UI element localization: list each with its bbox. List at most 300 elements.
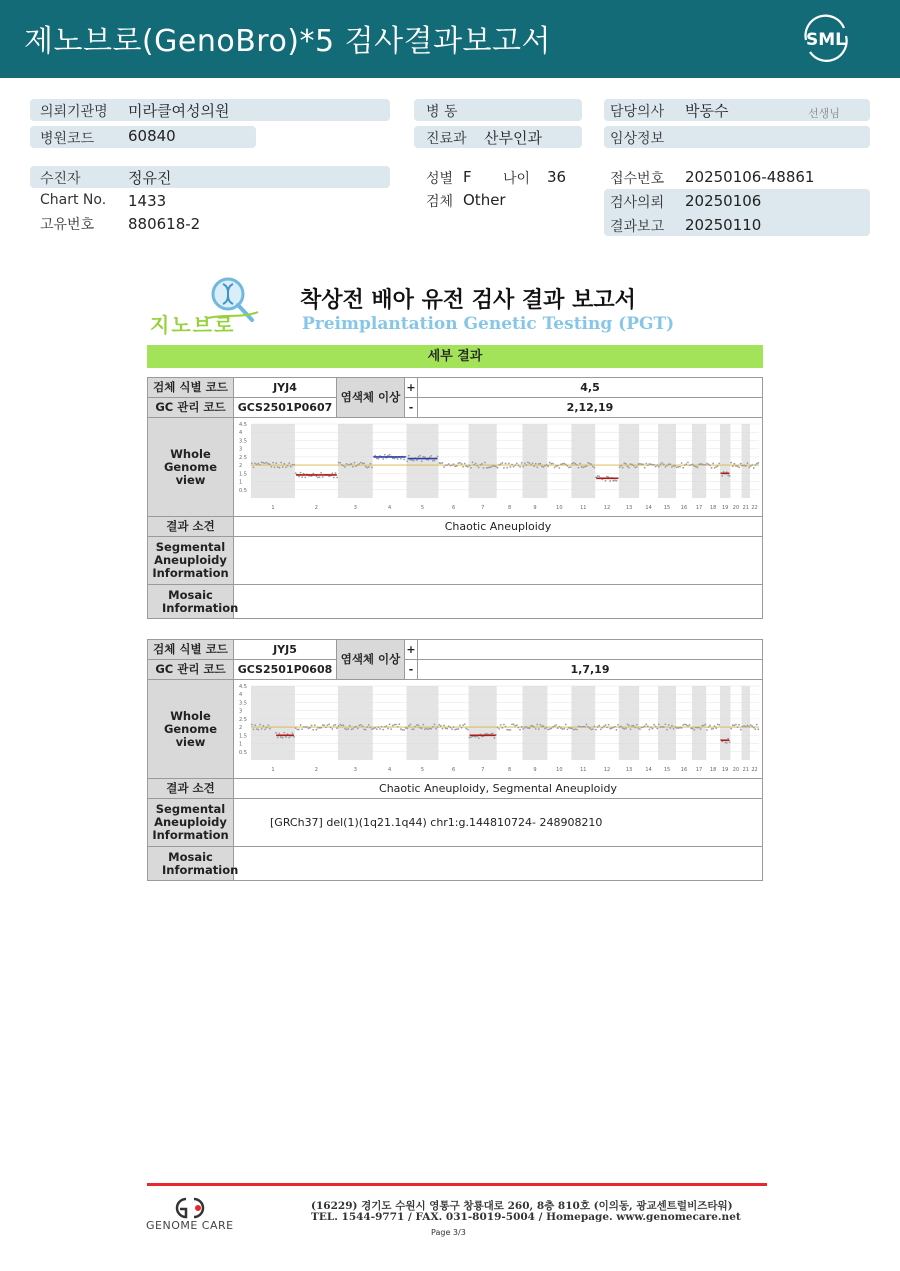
whole-genome-header: Whole Genome view [148, 418, 234, 517]
copy-number-point [570, 466, 572, 468]
copy-number-point [387, 728, 389, 730]
copy-number-point [598, 475, 600, 477]
copy-number-point [743, 725, 745, 727]
copy-number-point [594, 725, 596, 727]
copy-number-point [287, 465, 289, 467]
copy-number-point [539, 724, 541, 726]
chromosome-label: 4 [388, 505, 392, 511]
copy-number-point [549, 462, 551, 464]
copy-number-point [277, 466, 279, 468]
copy-number-point [317, 476, 319, 478]
copy-number-point [554, 725, 556, 727]
copy-number-point [747, 725, 749, 727]
copy-number-point [408, 725, 410, 727]
copy-number-point [590, 729, 592, 731]
result-header: 결과 소견 [148, 517, 234, 537]
chromosome-label: 17 [695, 767, 703, 773]
copy-number-point [627, 466, 629, 468]
copy-number-point [371, 728, 373, 730]
copy-number-point [451, 728, 453, 730]
company-name: GENOME CARE [146, 1219, 234, 1232]
copy-number-point [277, 737, 279, 739]
copy-number-point [403, 459, 405, 461]
copy-number-point [678, 727, 680, 729]
copy-number-point [543, 466, 545, 468]
copy-number-point [637, 727, 639, 729]
copy-number-point [535, 728, 537, 730]
chromosome-band [619, 424, 639, 498]
copy-number-point [354, 462, 356, 464]
copy-number-point [705, 724, 707, 726]
copy-number-point [678, 466, 680, 468]
chromosome-band [469, 424, 497, 498]
institution-label: 의뢰기관명 [40, 104, 108, 120]
y-tick-label: 3.5 [239, 700, 247, 707]
copy-number-point [579, 463, 581, 465]
copy-number-point [432, 726, 434, 728]
copy-number-point [590, 463, 592, 465]
specimen-code-value: JYJ5 [234, 640, 337, 660]
copy-number-point [574, 463, 576, 465]
copy-number-point [497, 727, 499, 729]
chromosome-band [720, 686, 730, 760]
copy-number-point [655, 726, 657, 728]
copy-number-point [311, 725, 313, 727]
copy-number-point [266, 462, 268, 464]
chromosome-label: 15 [663, 767, 671, 773]
copy-number-point [406, 728, 408, 730]
copy-number-point [684, 723, 686, 725]
copy-number-point [679, 727, 681, 729]
copy-number-point [511, 464, 513, 466]
chrom-abnormality-header: 염색체 이상 [337, 640, 405, 680]
copy-number-point [405, 727, 407, 729]
copy-number-point [571, 463, 573, 465]
copy-number-point [645, 723, 647, 725]
copy-number-point [681, 462, 683, 464]
copy-number-point [738, 724, 740, 726]
copy-number-point [347, 464, 349, 466]
copy-number-point [323, 724, 325, 726]
copy-number-point [451, 464, 453, 466]
copy-number-point [481, 463, 483, 465]
chromosome-label: 22 [751, 505, 758, 511]
copy-number-point [319, 476, 321, 478]
chromosome-label: 12 [603, 767, 611, 773]
copy-number-point [708, 726, 710, 728]
unique-no-label: 고유번호 [40, 217, 95, 233]
chromosome-label: 9 [533, 505, 537, 511]
chromosome-label: 14 [645, 505, 652, 511]
page-number: Page 3/3 [431, 1228, 466, 1237]
copy-number-point [685, 724, 687, 726]
copy-number-point [544, 728, 546, 730]
copy-number-point [258, 729, 260, 731]
copy-number-point [430, 728, 432, 730]
receipt-no-label: 접수번호 [610, 171, 665, 187]
copy-number-point [637, 463, 639, 465]
copy-number-point [546, 464, 548, 466]
sample-table-2 [147, 639, 763, 881]
chromosome-label: 20 [732, 505, 740, 511]
copy-number-point [293, 736, 295, 738]
copy-number-point [703, 725, 705, 727]
sample-table-1 [147, 377, 763, 619]
copy-number-point [732, 465, 734, 467]
copy-number-point [592, 728, 594, 730]
mosaic-value [234, 585, 763, 619]
copy-number-point [549, 728, 551, 730]
copy-number-point [622, 727, 624, 729]
copy-number-point [339, 724, 341, 726]
copy-number-point [304, 476, 306, 478]
copy-number-point [370, 463, 372, 465]
copy-number-point [562, 728, 564, 730]
copy-number-point [298, 728, 300, 730]
copy-number-point [469, 464, 471, 466]
copy-number-point [697, 727, 699, 729]
copy-number-point [695, 727, 697, 729]
copy-number-point [473, 464, 475, 466]
copy-number-point [416, 724, 418, 726]
copy-number-point [644, 467, 646, 469]
gc-code-header: GC 관리 코드 [148, 398, 234, 418]
company-contact: TEL. 1544-9771 / FAX. 031-8019-5004 / Homepage. www.genomecare.net [311, 1211, 741, 1223]
department-label: 진료과 [426, 131, 467, 147]
copy-number-point [363, 728, 365, 730]
copy-number-point [376, 728, 378, 730]
chrom-abnormality-header: 염색체 이상 [337, 378, 405, 418]
copy-number-point [421, 727, 423, 729]
copy-number-point [344, 728, 346, 730]
copy-number-point [379, 728, 381, 730]
copy-number-point [449, 727, 451, 729]
copy-number-point [533, 465, 535, 467]
copy-number-point [668, 463, 670, 465]
copy-number-point [741, 726, 743, 728]
copy-number-point [253, 728, 255, 730]
pgt-title: 착상전 배아 유전 검사 결과 보고서 [300, 288, 636, 313]
sml-logo-text: SML [806, 30, 846, 50]
chromosome-label: 6 [451, 505, 456, 511]
copy-number-point [647, 725, 649, 727]
copy-number-point [612, 480, 614, 482]
copy-number-point [270, 466, 272, 468]
copy-number-point [335, 472, 337, 474]
copy-number-point [320, 727, 322, 729]
copy-number-point [711, 467, 713, 469]
copy-number-point [275, 462, 277, 464]
copy-number-point [390, 728, 392, 730]
copy-number-point [666, 729, 668, 731]
copy-number-point [700, 728, 702, 730]
copy-number-point [631, 725, 633, 727]
copy-number-point [497, 467, 499, 469]
copy-number-point [524, 462, 526, 464]
copy-number-point [522, 466, 524, 468]
copy-number-point [285, 466, 287, 468]
segmental-value: [GRCh37] del(1)(1q21.1q44) chr1:g.144810724- 248908210 [234, 799, 763, 847]
copy-number-point [459, 724, 461, 726]
copy-number-point [578, 467, 580, 469]
copy-number-point [530, 725, 532, 727]
copy-number-point [718, 462, 720, 464]
chromosome-label: 21 [742, 767, 749, 773]
copy-number-point [673, 728, 675, 730]
copy-number-point [729, 741, 731, 743]
chromosome-label: 11 [580, 767, 587, 773]
copy-number-point [743, 465, 745, 467]
y-tick-label: 3 [239, 446, 243, 453]
result-value: Chaotic Aneuploidy [234, 517, 763, 537]
loss-symbol: - [405, 660, 418, 680]
copy-number-point [280, 736, 282, 738]
copy-number-point [320, 472, 322, 474]
copy-number-point [639, 463, 641, 465]
copy-number-point [636, 724, 638, 726]
copy-number-point [560, 727, 562, 729]
copy-number-point [505, 463, 507, 465]
copy-number-point [584, 726, 586, 728]
y-tick-label: 4 [239, 430, 243, 437]
copy-number-point [366, 467, 368, 469]
copy-number-point [266, 727, 268, 729]
copy-number-point [754, 464, 756, 466]
copy-number-point [573, 462, 575, 464]
copy-number-point [565, 724, 567, 726]
copy-number-point [435, 728, 437, 730]
copy-number-point [661, 726, 663, 728]
genome-plot-cell [234, 680, 763, 779]
copy-number-point [730, 462, 732, 464]
copy-number-point [623, 462, 625, 464]
copy-number-point [336, 477, 338, 479]
copy-number-point [368, 724, 370, 726]
copy-number-point [527, 461, 529, 463]
copy-number-point [261, 461, 263, 463]
copy-number-point [563, 463, 565, 465]
copy-number-point [600, 728, 602, 730]
copy-number-point [529, 462, 531, 464]
copy-number-point [521, 462, 523, 464]
copy-number-point [316, 729, 318, 731]
copy-number-point [740, 463, 742, 465]
copy-number-point [718, 724, 720, 726]
copy-number-point [581, 466, 583, 468]
chromosome-label: 8 [507, 767, 512, 773]
copy-number-point [753, 727, 755, 729]
chromosome-band [692, 686, 706, 760]
copy-number-point [747, 462, 749, 464]
copy-number-point [568, 467, 570, 469]
copy-number-point [595, 729, 597, 731]
copy-number-point [357, 464, 359, 466]
copy-number-point [400, 728, 402, 730]
copy-number-point [558, 467, 560, 469]
copy-number-point [619, 466, 621, 468]
copy-number-point [571, 728, 573, 730]
copy-number-point [322, 724, 324, 726]
copy-number-point [352, 466, 354, 468]
copy-number-point [394, 724, 396, 726]
specimen-value: Other [463, 191, 506, 209]
copy-number-point [456, 728, 458, 730]
copy-number-point [355, 726, 357, 728]
footer-divider [147, 1183, 767, 1186]
copy-number-point [584, 466, 586, 468]
chromosome-label: 5 [420, 505, 425, 511]
copy-number-point [550, 728, 552, 730]
request-date-label: 검사의뢰 [610, 195, 665, 211]
chromosome-band [571, 686, 595, 760]
chromosome-label: 2 [314, 505, 318, 511]
copy-number-point [663, 464, 665, 466]
y-tick-label: 2 [239, 725, 243, 732]
copy-number-point [449, 465, 451, 467]
copy-number-point [576, 464, 578, 466]
copy-number-point [464, 723, 466, 725]
chromosome-label: 2 [314, 767, 318, 773]
y-tick-label: 0.5 [239, 749, 247, 756]
copy-number-point [745, 726, 747, 728]
copy-number-point [343, 724, 345, 726]
copy-number-point [341, 464, 343, 466]
copy-number-point [397, 458, 399, 460]
copy-number-point [709, 465, 711, 467]
y-tick-label: 2 [239, 463, 243, 470]
copy-number-point [554, 467, 556, 469]
copy-number-point [614, 726, 616, 728]
copy-number-point [434, 724, 436, 726]
copy-number-point [459, 462, 461, 464]
copy-number-point [511, 723, 513, 725]
y-tick-label: 3 [239, 708, 243, 715]
copy-number-point [751, 464, 753, 466]
copy-number-point [295, 727, 297, 729]
specimen-code-header: 검체 식별 코드 [148, 640, 234, 660]
copy-number-point [525, 464, 527, 466]
y-tick-label: 2.5 [239, 716, 247, 723]
copy-number-point [676, 727, 678, 729]
gain-value: 4,5 [418, 378, 763, 398]
copy-number-point [360, 462, 362, 464]
chart-no-label: Chart No. [40, 192, 107, 208]
copy-number-point [574, 728, 576, 730]
loss-value: 1,7,19 [418, 660, 763, 680]
copy-number-point [259, 724, 261, 726]
copy-number-point [384, 726, 386, 728]
copy-number-point [422, 456, 424, 458]
copy-number-point [539, 463, 541, 465]
copy-number-point [560, 463, 562, 465]
copy-number-point [608, 724, 610, 726]
copy-number-point [350, 463, 352, 465]
doctor-label: 담당의사 [610, 104, 665, 120]
copy-number-point [454, 465, 456, 467]
copy-number-point [518, 727, 520, 729]
copy-number-point [741, 465, 743, 467]
chromosome-label: 12 [603, 505, 611, 511]
copy-number-point [674, 465, 676, 467]
copy-number-point [406, 460, 408, 462]
copy-number-point [568, 727, 570, 729]
copy-number-point [259, 464, 261, 466]
genome-care-logo-icon [168, 1195, 212, 1221]
copy-number-point [628, 725, 630, 727]
copy-number-point [669, 727, 671, 729]
copy-number-point [489, 466, 491, 468]
copy-number-point [437, 726, 439, 728]
copy-number-point [325, 726, 327, 728]
copy-number-point [475, 463, 477, 465]
copy-number-point [586, 465, 588, 467]
copy-number-point [486, 733, 488, 735]
copy-number-point [729, 475, 731, 477]
copy-number-point [470, 736, 472, 738]
loss-value: 2,12,19 [418, 398, 763, 418]
copy-number-point [251, 724, 253, 726]
copy-number-point [513, 466, 515, 468]
copy-number-point [424, 456, 426, 458]
chromosome-band [251, 424, 295, 498]
copy-number-point [505, 726, 507, 728]
chromosome-label: 10 [556, 767, 563, 773]
copy-number-point [682, 724, 684, 726]
copy-number-point [293, 464, 295, 466]
patient-value: 정유진 [128, 169, 172, 187]
copy-number-point [253, 466, 255, 468]
chromosome-label: 14 [645, 767, 652, 773]
chromosome-label: 17 [695, 505, 703, 511]
copy-number-point [639, 728, 641, 730]
copy-number-point [625, 463, 627, 465]
copy-number-point [653, 464, 655, 466]
copy-number-point [327, 724, 329, 726]
copy-number-point [338, 725, 340, 727]
copy-number-point [532, 725, 534, 727]
copy-number-point [355, 465, 357, 467]
copy-number-point [288, 462, 290, 464]
copy-number-point [301, 728, 303, 730]
copy-number-point [727, 738, 729, 740]
copy-number-point [648, 463, 650, 465]
copy-number-point [609, 728, 611, 730]
copy-number-point [652, 464, 654, 466]
copy-number-point [331, 472, 333, 474]
chromosome-label: 20 [732, 767, 740, 773]
y-tick-label: 1.5 [239, 471, 247, 478]
copy-number-point [525, 726, 527, 728]
copy-number-point [386, 725, 388, 727]
copy-number-point [421, 460, 423, 462]
y-tick-label: 2.5 [239, 454, 247, 461]
copy-number-point [685, 463, 687, 465]
copy-number-point [570, 728, 572, 730]
copy-number-point [700, 463, 702, 465]
copy-number-point [630, 728, 632, 730]
chromosome-label: 16 [680, 505, 688, 511]
copy-number-point [566, 465, 568, 467]
y-tick-label: 1 [239, 479, 243, 486]
copy-number-point [660, 726, 662, 728]
copy-number-point [682, 467, 684, 469]
copy-number-point [457, 728, 459, 730]
copy-number-point [586, 724, 588, 726]
y-tick-label: 1.5 [239, 733, 247, 740]
copy-number-point [735, 465, 737, 467]
copy-number-point [558, 726, 560, 728]
receipt-no-value: 20250106-48861 [685, 168, 815, 186]
